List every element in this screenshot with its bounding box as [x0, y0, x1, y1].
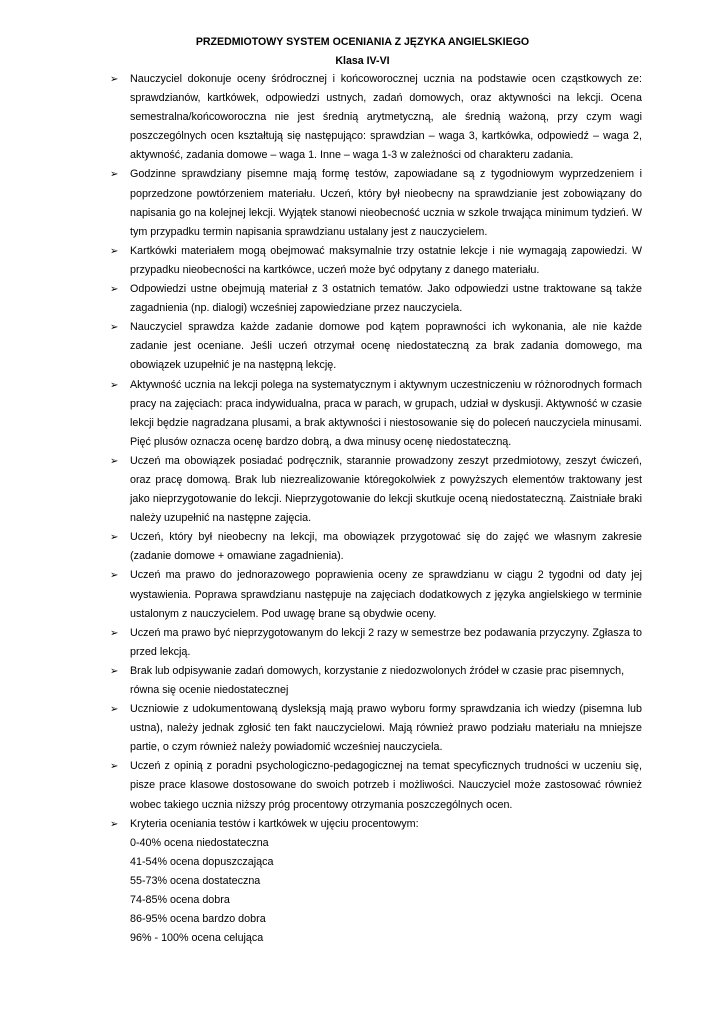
list-item-text: Nauczyciel sprawdza każde zadanie domowe pod kątem poprawności ich wykonania, ale nie każde zadanie jest oceniane. Jeśli uczeń otrzymał ocenę niedostateczną za brak zadania domowego, ma obowiązek uzupełnić je na następną lekcję.: [130, 321, 642, 372]
grading-range: 74-85% ocena dobra: [130, 894, 230, 907]
list-item: [110, 528, 642, 566]
document-title: PRZEDMIOTOWY SYSTEM OCENIANIA Z JĘZYKA ANGIELSKIEGO: [195, 36, 530, 48]
list-item-text: Godzinne sprawdziany pisemne mają formę testów, zapowiadane są z tygodniowym wyprzedzeniem i poprzedzone powtórzeniem materiału. Uczeń, który był nieobecny na sprawdzianie jest zobowiązany do napisania go na kolejnej lekcji. Wyjątek stanowi nieobecność ucznia w szkole trwająca minimum tydzień. W tym przypadku termin napisania sprawdzianu ustalany jest z nauczycielem.: [130, 168, 642, 238]
list-item-text: Uczeń ma prawo do jednorazowego poprawienia oceny ze sprawdzianu w ciągu 2 tygodni od daty jej wystawienia. Poprawa sprawdzianu następuje na zajęciach dodatkowych z języka angielskiego w terminie ustalonym z nauczycielem. Pod uwagę brane są obydwie oceny.: [130, 569, 642, 620]
list-item: [110, 70, 642, 165]
grading-range: 0-40% ocena niedostateczna: [130, 836, 269, 849]
arrow-bullet-icon: ➢: [110, 570, 119, 582]
list-item-text: Uczeń, który był nieobecny na lekcji, ma obowiązek przygotować się do zajęć we własnym zakresie (zadanie domowe + omawiane zagadnienia).: [130, 531, 642, 563]
grading-range: 41-54% ocena dopuszczająca: [130, 855, 274, 868]
rules-list: [110, 70, 642, 948]
list-item-text: Uczeń ma prawo być nieprzygotowanym do lekcji 2 razy w semestrze bez podawania przyczyny. Zgłasza to przed lekcją.: [130, 626, 642, 658]
list-item: [110, 280, 642, 318]
list-item: [110, 662, 642, 700]
list-item-text: Aktywność ucznia na lekcji polega na systematycznym i aktywnym uczestniczeniu w różnorodnych formach pracy na zajęciach: praca indywidualna, praca w parach, w grupach, udział w dyskusji. Aktywność w czasie lekcji będzie nagradzana plusami, a brak aktywności i niestosowanie się do poleceń nauczyciela minusami. Pięć plusów oznacza ocenę bardzo dobrą, a dwa minusy ocenę niedostateczną.: [130, 378, 642, 448]
arrow-bullet-icon: ➢: [110, 627, 119, 639]
arrow-bullet-icon: ➢: [110, 322, 119, 334]
arrow-bullet-icon: ➢: [110, 455, 119, 467]
list-item-text: Kartkówki materiałem mogą obejmować maksymalnie trzy ostatnie lekcje i nie wymagają zapowiedzi. W przypadku nieobecności na kartkówce, uczeń może być odpytany z danego materiału.: [130, 244, 642, 276]
list-item-text: Nauczyciel dokonuje oceny śródrocznej i końcoworocznej ucznia na podstawie ocen cząstkowych ze: sprawdzianów, kartkówek, odpowiedzi ustnych, zadań domowych, oraz aktywności na lekcji. Ocena semestralna/końcoworoczna nie jest średnią arytmetyczną, ale średnią ważoną, przy czym wagi poszczególnych ocen kształtują się następująco: sprawdzian – waga 3, kartkówka, odpowiedź – waga 2, aktywność, zadania domowe – waga 1. Inne – waga 1-3 w zależności od charakteru zadania.: [130, 73, 642, 162]
list-item: [110, 242, 642, 280]
list-item: [110, 700, 642, 757]
arrow-bullet-icon: ➢: [110, 169, 119, 181]
arrow-bullet-icon: ➢: [110, 284, 119, 296]
list-item-text: Kryteria oceniania testów i kartkówek w ujęciu procentowym:: [130, 817, 419, 830]
arrow-bullet-icon: ➢: [110, 379, 119, 391]
list-item: [110, 757, 642, 814]
arrow-bullet-icon: ➢: [110, 818, 119, 830]
list-item-text: Uczeń ma obowiązek posiadać podręcznik, starannie prowadzony zeszyt przedmiotowy, zeszyt ćwiczeń, oraz pracę domową. Brak lub niezrealizowanie któregokolwiek z powyższych elementów traktowany jest jako nieprzygotowanie do lekcji. Nieprzygotowanie do lekcji skutkuje oceną niedostateczną. Zaistniałe braki należy uzupełnić na następne zajęcia.: [130, 454, 642, 525]
list-item-text: Uczeń z opinią z poradni psychologiczno-pedagogicznej na temat specyficznych trudności w uczeniu się, pisze prace klasowe dostosowane do swoich potrzeb i możliwości. Nauczyciel może zastosować również wobec takiego ucznia niższy próg procentowy otrzymania poszczególnych ocen.: [130, 760, 642, 811]
list-item: [110, 624, 642, 662]
arrow-bullet-icon: ➢: [110, 74, 119, 85]
arrow-bullet-icon: ➢: [110, 665, 119, 677]
list-item-text: Brak lub odpisywanie zadań domowych, korzystanie z niedozwolonych źródeł w czasie prac pisemnych, równa się ocenie niedostatecznej: [130, 664, 625, 696]
list-item: [110, 566, 642, 623]
list-item: [110, 452, 642, 528]
grading-ranges-list: [130, 834, 642, 949]
arrow-bullet-icon: ➢: [110, 532, 119, 544]
document-subtitle: Klasa IV-VI: [335, 55, 390, 67]
list-item: [110, 165, 642, 241]
list-item: [110, 376, 642, 452]
list-item: [110, 815, 642, 949]
grading-range: 86-95% ocena bardzo dobra: [130, 913, 266, 926]
list-item-text: Uczniowie z udokumentowaną dysleksją mają prawo wyboru formy sprawdzania ich wiedzy (pisemna lub ustna), należy jednak zgłosić ten fakt nauczycielowi. Mają również prawo podziału materiału na mniejsze partie, o czym również należy powiadomić wcześniej nauczyciela.: [130, 703, 642, 754]
list-item: [110, 318, 642, 375]
grading-range: 55-73% ocena dostateczna: [130, 874, 261, 887]
arrow-bullet-icon: ➢: [110, 245, 119, 257]
grading-range: 96% - 100% ocena celująca: [130, 932, 264, 945]
arrow-bullet-icon: ➢: [110, 761, 119, 773]
arrow-bullet-icon: ➢: [110, 704, 119, 716]
list-item-text: Odpowiedzi ustne obejmują materiał z 3 ostatnich tematów. Jako odpowiedzi ustne traktowane są także zagadnienia (np. dialogi) wcześniej zapowiedziane przez nauczyciela.: [130, 283, 642, 315]
